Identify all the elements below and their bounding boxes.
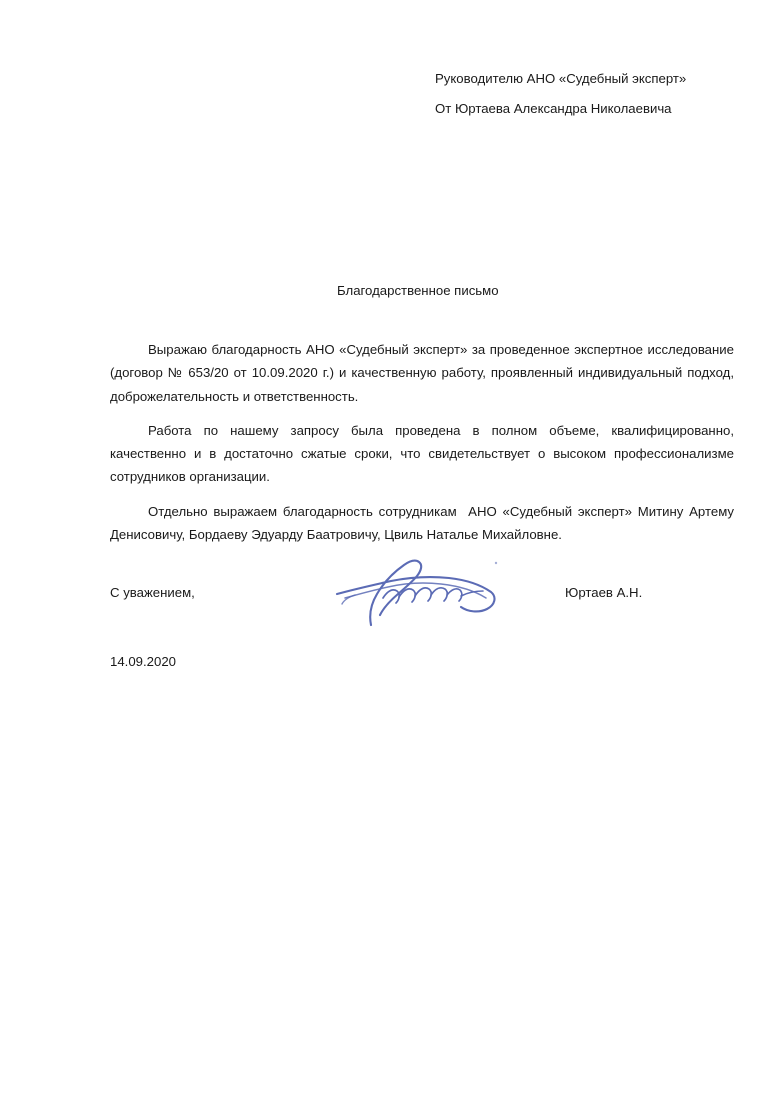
addressee-organization: Руководителю АНО «Судебный эксперт»	[435, 71, 687, 86]
body-paragraph-3: Отдельно выражаем благодарность сотрудникам АНО «Судебный эксперт» Митину Артему Денисовичу, Бордаеву Эдуарду Баатровичу, Цвиль Наталье Михайловне.	[110, 503, 738, 543]
body-paragraph-1: Выражаю благодарность АНО «Судебный эксперт» за проведенное экспертное исследование (договор № 653/20 от 10.09.2020 г.) и качественную работу, проявленный индивидуальный подход, доброжелательность и ответственность.	[110, 342, 738, 404]
document-body	[110, 338, 738, 546]
signature-name: Юртаев А.Н.	[565, 585, 643, 600]
addressee-block	[435, 64, 745, 124]
signature-regards: С уважением,	[110, 585, 195, 600]
signature-row	[110, 583, 734, 609]
document-title: Благодарственное письмо	[337, 283, 499, 298]
addressee-sender: От Юртаева Александра Николаевича	[435, 101, 672, 116]
body-paragraph-2: Работа по нашему запросу была проведена в полном объеме, квалифицированно, качественно и в достаточно сжатые сроки, что свидетельствует о высоком профессионализме сотрудников организации.	[110, 422, 738, 485]
document-date: 14.09.2020	[110, 654, 177, 669]
